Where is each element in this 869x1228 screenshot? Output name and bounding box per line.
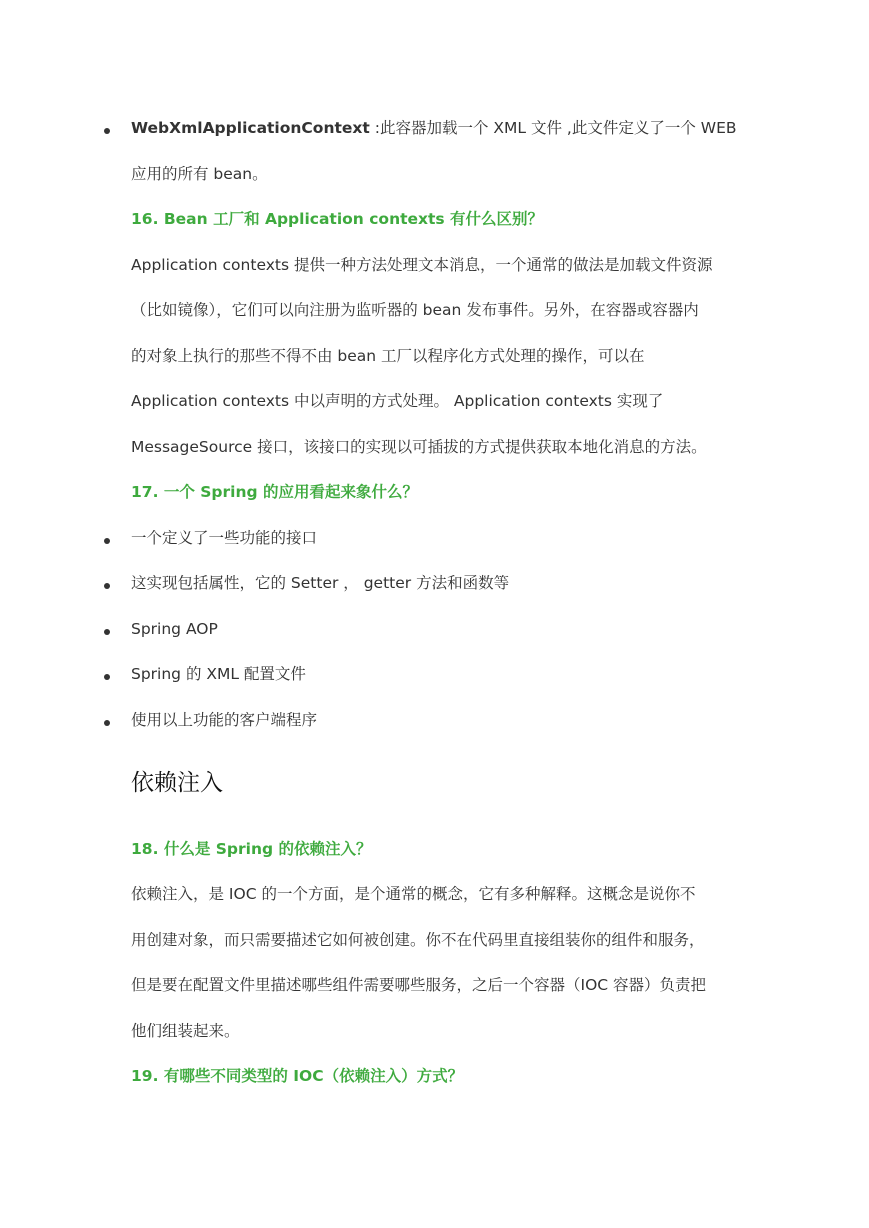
q18-line-3: 但是要在配置文件里描述哪些组件需要哪些服务，之后一个容器（IOC 容器）负责把 [131,976,707,994]
bullet-webxml [131,117,737,139]
bullet-dot [104,128,110,134]
q16-line-5: MessageSource 接口，该接口的实现以可插拔的方式提供获取本地化消息的方法。 [131,438,707,456]
bullet-dot [104,720,110,726]
bullet-webxml-text: :此容器加载一个 XML 文件 ,此文件定义了一个 WEB [369,119,737,137]
q16-line-4: Application contexts 中以声明的方式处理。 Application contexts 实现了 [131,392,664,410]
bullet-dot [104,674,110,680]
term-webxml: WebXmlApplicationContext [131,119,370,137]
q18-line-4: 他们组装起来。 [131,1022,240,1040]
bullet-dot [104,629,110,635]
list-item: Spring 的 XML 配置文件 [131,665,306,683]
bullet-webxml-cont: 应用的所有 bean。 [131,165,268,183]
q16-line-3: 的对象上执行的那些不得不由 bean 工厂以程序化方式处理的操作，可以在 [131,347,645,365]
bullet-dot [104,583,110,589]
list-item: Spring AOP [131,620,218,638]
q16-line-1: Application contexts 提供一种方法处理文本消息，一个通常的做法是加载文件资源 [131,256,713,274]
q17-title: 17. 一个 Spring 的应用看起来象什么？ [131,483,418,501]
q16-title: 16. Bean 工厂和 Application contexts 有什么区别？ [131,210,544,228]
list-item: 一个定义了一些功能的接口 [131,529,318,547]
list-item: 使用以上功能的客户端程序 [131,711,318,729]
q18-title: 18. 什么是 Spring 的依赖注入？ [131,840,372,858]
q18-line-1: 依赖注入，是 IOC 的一个方面，是个通常的概念，它有多种解释。这概念是说你不 [131,885,696,903]
q18-line-2: 用创建对象，而只需要描述它如何被创建。你不在代码里直接组装你的组件和服务， [131,931,705,949]
section-heading: 依赖注入 [131,770,223,796]
q19-title: 19. 有哪些不同类型的 IOC（依赖注入）方式？ [131,1067,464,1085]
q16-line-2: （比如镜像），它们可以向注册为监听器的 bean 发布事件。另外，在容器或容器内 [131,301,699,319]
list-item: 这实现包括属性，它的 Setter ， getter 方法和函数等 [131,574,510,592]
bullet-dot [104,538,110,544]
